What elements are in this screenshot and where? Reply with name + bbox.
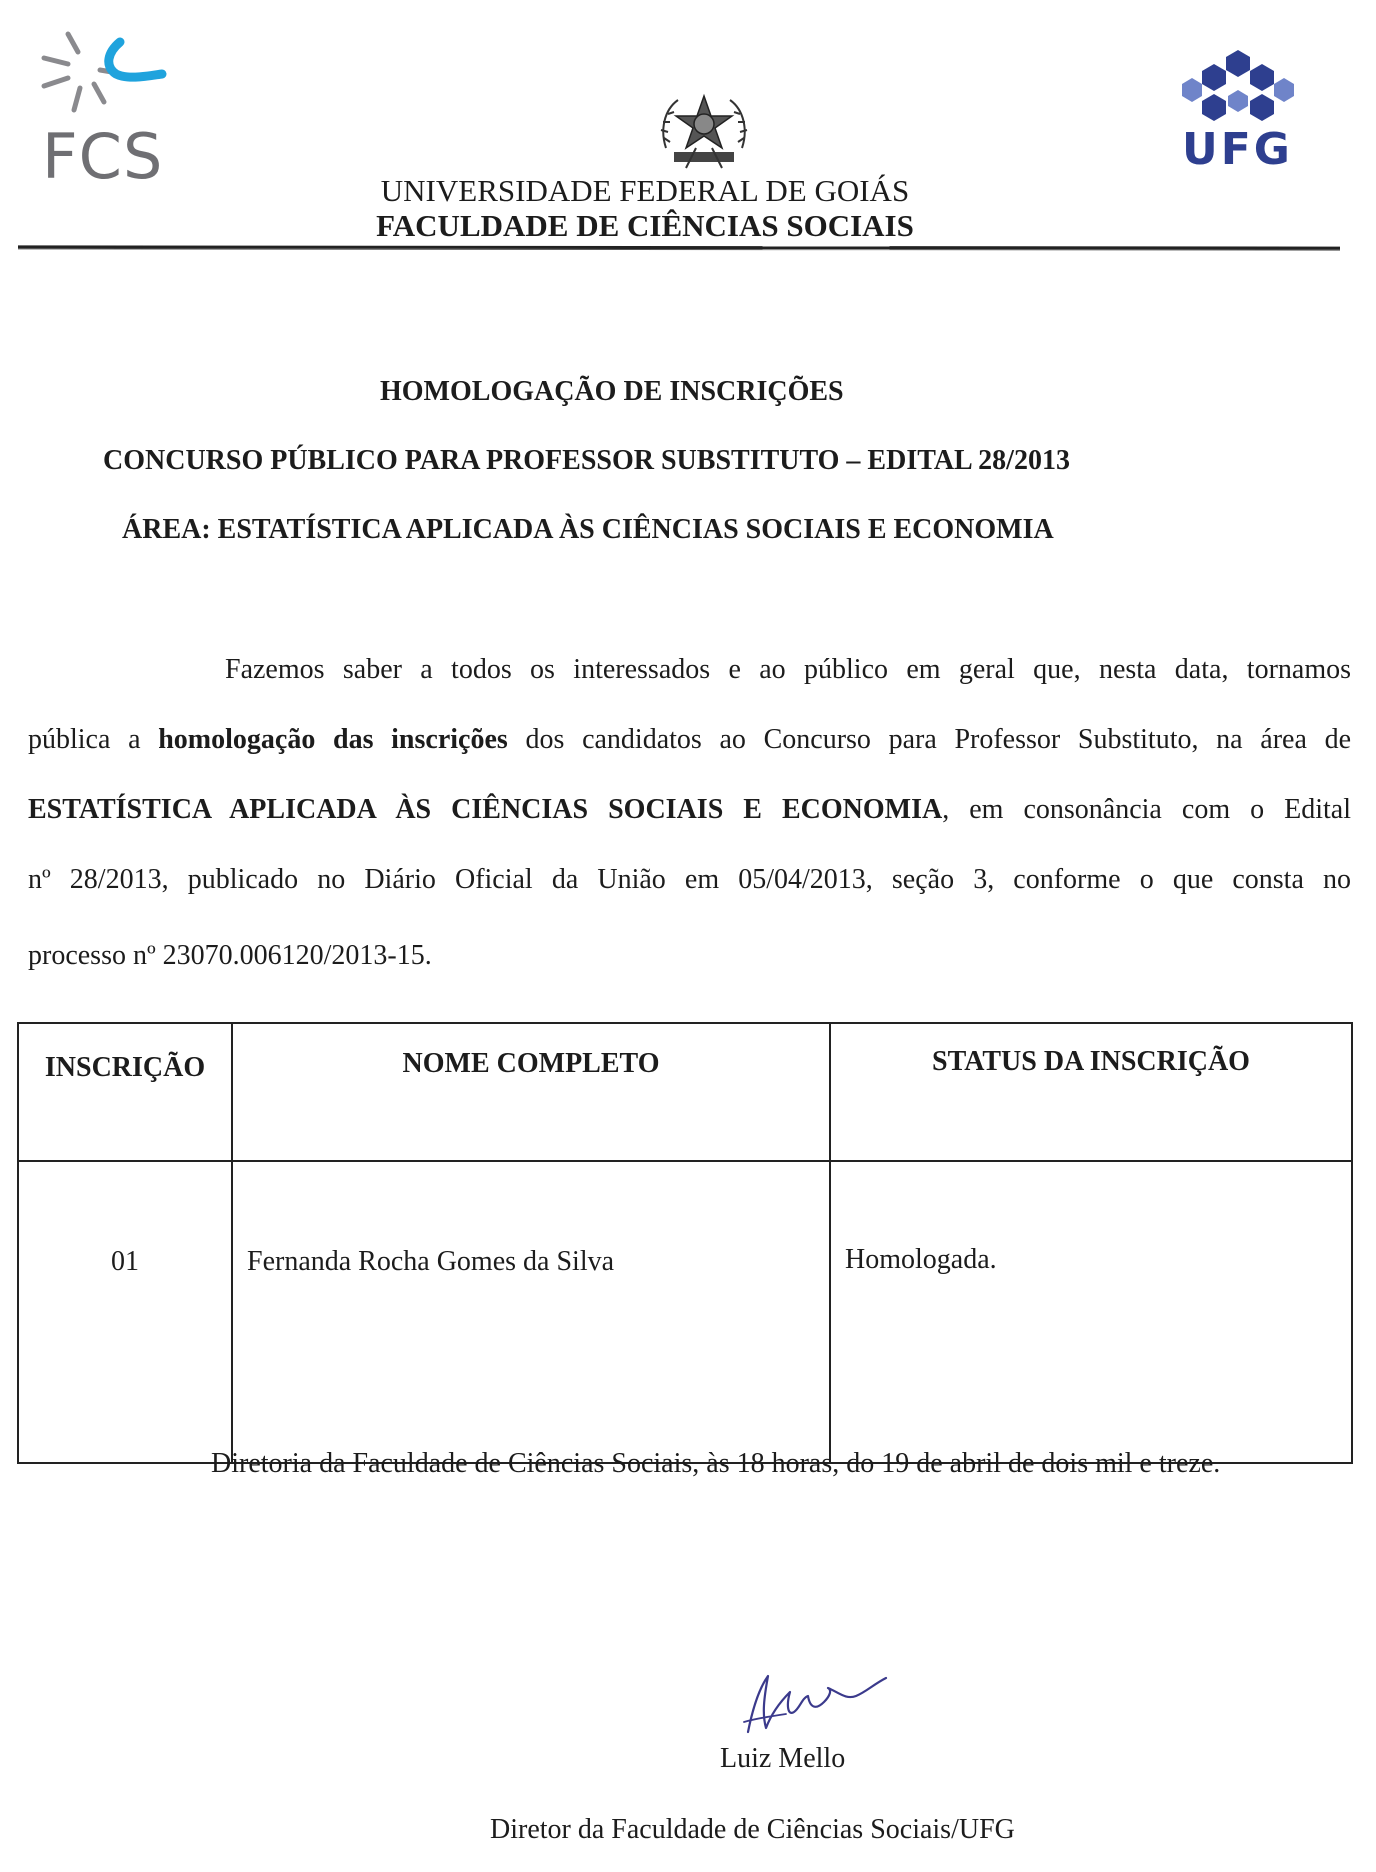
body-line-3 xyxy=(28,796,1351,824)
column-header-name: NOME COMPLETO xyxy=(232,1023,830,1161)
body-line-1: Fazemos saber a todos os interessados e ao público em geral que, nesta data, tornamos xyxy=(225,654,1351,685)
body-emphasis-area: ESTATÍSTICA APLICADA ÀS CIÊNCIAS SOCIAIS E ECONOMIA xyxy=(28,794,943,825)
table-header-row xyxy=(18,1023,1352,1161)
table-row xyxy=(18,1161,1352,1463)
signer-name: Luiz Mello xyxy=(720,1743,846,1774)
fcs-logo-text: FCS xyxy=(42,120,164,193)
area-title: ÁREA: ESTATÍSTICA APLICADA ÀS CIÊNCIAS SOCIAIS E ECONOMIA xyxy=(122,514,1054,545)
body-text: pública a xyxy=(28,724,141,755)
cell-registration-number: 01 xyxy=(18,1161,232,1463)
body-line-2 xyxy=(28,726,1351,754)
registration-table xyxy=(17,1022,1353,1464)
body-text: dos candidatos ao Concurso para Professor Substituto, na área de xyxy=(525,724,1352,755)
body-text: , em consonância com o Edital xyxy=(942,794,1352,825)
fcs-logo xyxy=(38,22,178,193)
body-line-4: nº 28/2013, publicado no Diário Oficial da União em 05/04/2013, seção 3, conforme o que consta no xyxy=(28,864,1351,895)
header-divider xyxy=(18,245,1340,250)
column-header-status: STATUS DA INSCRIÇÃO xyxy=(830,1023,1352,1161)
body-emphasis: homologação das inscrições xyxy=(158,724,508,755)
cell-full-name: Fernanda Rocha Gomes da Silva xyxy=(232,1161,830,1463)
faculty-name: FACULDADE DE CIÊNCIAS SOCIAIS xyxy=(376,208,914,243)
ufg-logo-text: UFG xyxy=(1182,124,1293,175)
signer-role: Diretor da Faculdade de Ciências Sociais/UFG xyxy=(490,1814,1015,1845)
ufg-logo-mark xyxy=(1178,48,1298,128)
column-header-registration: INSCRIÇÃO xyxy=(18,1023,232,1161)
contest-title: CONCURSO PÚBLICO PARA PROFESSOR SUBSTITUTO – EDITAL 28/2013 xyxy=(103,445,1070,476)
place-and-date: Diretoria da Faculdade de Ciências Sociais, às 18 horas, do 19 de abril de dois mil e treze. xyxy=(211,1448,1221,1479)
coat-of-arms-seal xyxy=(656,90,752,172)
institution-name: UNIVERSIDADE FEDERAL DE GOIÁS xyxy=(380,173,910,208)
handwritten-signature xyxy=(728,1662,898,1742)
body-line-5: processo nº 23070.006120/2013-15. xyxy=(28,940,432,971)
fcs-logo-mark xyxy=(38,22,168,122)
document-title: HOMOLOGAÇÃO DE INSCRIÇÕES xyxy=(380,376,844,407)
ufg-logo xyxy=(1172,48,1312,175)
cell-status: Homologada. xyxy=(830,1161,1352,1463)
